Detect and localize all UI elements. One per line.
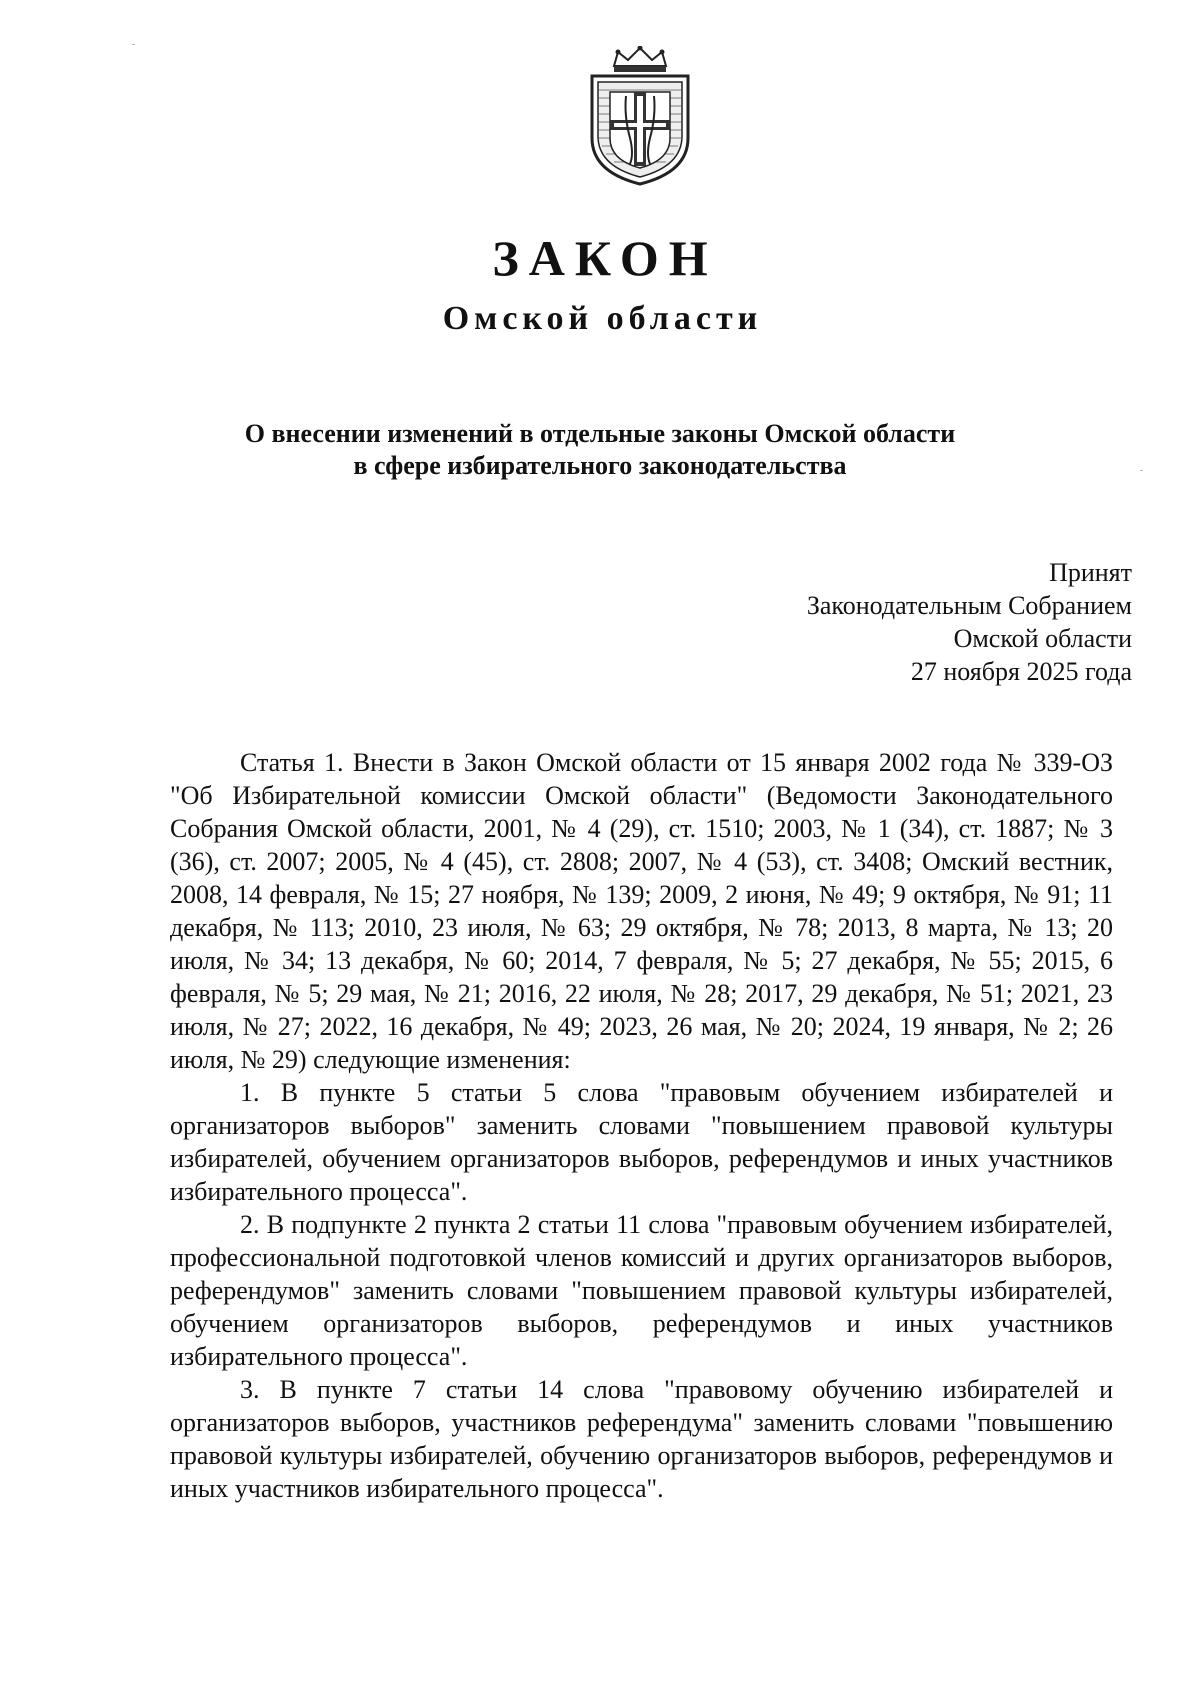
amendment-item-1: 1. В пункте 5 статьи 5 слова "правовым обучением избирателей и организаторов выборов" заменить словами "повышением правовой культуры избирателей, обучением организаторов выборов, референдумов и иных участников избирательного процесса". — [170, 1078, 1113, 1206]
adoption-line-2: Законодательным Собранием — [806, 591, 1132, 620]
amendment-item-2: 2. В подпункте 2 пункта 2 статьи 11 слова "правовым обучением избирателей, профессиональной подготовкой членов комиссий и других организаторов выборов, референдумов" заменить словами "повышением правовой культуры избирателей, обучением организаторов выборов, референдумов и иных участников избирательного процесса". — [170, 1210, 1113, 1371]
adoption-line-1: Принят — [1049, 558, 1132, 587]
document-body — [170, 746, 1113, 1505]
adoption-block — [807, 556, 1132, 688]
omsk-oblast-coat-of-arms-icon — [584, 46, 696, 186]
law-heading — [160, 418, 1040, 482]
amendment-item-3: 3. В пункте 7 статьи 14 слова "правовому обучению избирателей и организаторов выборов, участников референдума" заменить словами "повышению правовой культуры избирателей, обучению организаторов выборов, референдумов и иных участников избирательного процесса". — [170, 1375, 1113, 1503]
law-heading-line-2: в сфере избирательного законодательства — [353, 451, 847, 480]
article-1-paragraph: Статья 1. Внести в Закон Омской области от 15 января 2002 года № 339-ОЗ "Об Избирательной комиссии Омской области" (Ведомости Законодательного Собрания Омской области, 2001, № 4 (29), ст. 1510; 2003, № 1 (34), ст. 1887; № 3 (36), ст. 2007; 2005, № 4 (45), ст. 2808; 2007, № 4 (53), ст. 3408; Омский вестник, 2008, 14 февраля, № 15; 27 ноября, № 139; 2009, 2 июня, № 49; 9 октября, № 91; 11 декабря, № 113; 2010, 23 июля, № 63; 29 октября, № 78; 2013, 8 марта, № 13; 20 июля, № 34; 13 декабря, № 60; 2014, 7 февраля, № 5; 27 декабря, № 55; 2015, 6 февраля, № 5; 29 мая, № 21; 2016, 22 июля, № 28; 2017, 29 декабря, № 51; 2021, 23 июля, № 27; 2022, 16 декабря, № 49; 2023, 26 мая, № 20; 2024, 19 января, № 2; 26 июля, № 29) следующие изменения: — [170, 748, 1113, 1074]
adoption-date: 27 ноября 2025 года — [910, 657, 1132, 686]
adoption-line-3: Омской области — [953, 624, 1132, 653]
document-title: ЗАКОН — [492, 230, 718, 286]
law-heading-line-1: О внесении изменений в отдельные законы Омской области — [244, 419, 956, 448]
scan-mark — [132, 44, 135, 45]
scan-mark — [1140, 470, 1143, 471]
document-subtitle: Омской области — [442, 300, 763, 337]
